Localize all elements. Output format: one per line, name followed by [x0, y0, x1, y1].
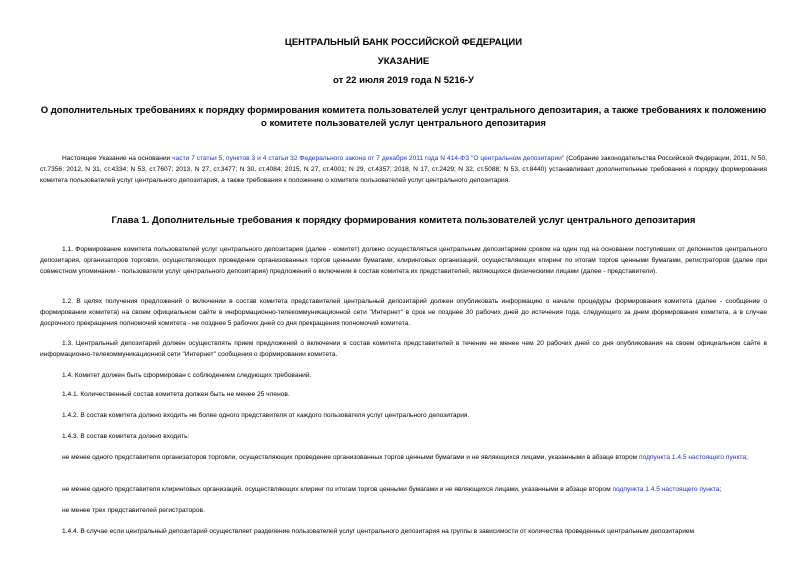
paragraph-1-3: 1.3. Центральный депозитарий должен осуществлять прием предложений о включении в состав комитета представителей в течение не менее чем 20 рабочих дней со дня опубликования на своем официальном сайте в информационно-телекоммуникационной сети "Интернет" сообщения о формировании комитета. — [40, 340, 767, 358]
paragraph-1-2: 1.2. В целях получения предложений о включении в состав комитета представителей центральный депозитарий должен опубликовать информацию о начале процедуры формирования комитета (далее - сообщение о формировании комитета) на своем официальном сайте в информационно-телекоммуникационной сети "Интернет" в срок не позднее 30 рабочих дней до истечения года, следующего за днем формирования комитета, а в случае досрочного прекращения полномочий комитета - не позднее 5 рабочих дней со дня прекращения полномочий комитета. — [40, 298, 767, 327]
document-date-number: от 22 июля 2019 года N 5216-У — [333, 75, 474, 86]
list-item-trading-organizers — [40, 452, 767, 463]
preamble-text-before: Настоящее Указание на основании — [62, 155, 173, 162]
list-item-registrars: не менее трех представителей регистраторов. — [62, 507, 205, 514]
subclause-1-4-5-link[interactable]: подпункта 1.4.5 настоящего пункта — [612, 486, 720, 493]
issuer-heading: ЦЕНТРАЛЬНЫЙ БАНК РОССИЙСКОЙ ФЕДЕРАЦИИ — [284, 37, 523, 48]
paragraph-1-4: 1.4. Комитет должен быть сформирован с соблюдением следующих требований. — [62, 372, 312, 379]
chapter-heading: Глава 1. Дополнительные требования к порядку формирования комитета пользователей услуг центрального депозитария — [111, 215, 696, 226]
paragraph-1-1: 1.1. Формирование комитета пользователей услуг центрального депозитария (далее - комитет) должно осуществляться центральным депозитарием сроком на один год на основании поступивших от депонентов центрального депозитария, организаторов торговли, осуществляющих проведение организованных торгов ценными бумагами, клиринговых организаций, осуществляющих клиринг по итогам торгов ценными бумагами, регистраторов (далее при совместном упоминании - пользователи услуг центрального депозитария) предложений о включении в состав комитета их представителей, являющихся физическими лицами (далее - представители). — [40, 246, 767, 275]
list-item-end: ; — [746, 454, 748, 461]
list-item-clearing-organizations — [40, 484, 767, 495]
preamble-law-link[interactable]: части 7 статьи 5, пунктов 3 и 4 статьи 32 Федерального закона от 7 декабря 2011 года N 414-ФЗ "О центральном депозитарии" — [172, 155, 565, 162]
document-type-heading: УКАЗАНИЕ — [377, 56, 430, 67]
paragraph-1-4-4: 1.4.4. В случае если центральный депозитарий осуществляет разделение пользователей услуг центрального депозитария на группы в зависимости от количества проведенных центральным депозитарием — [62, 528, 695, 535]
document-title: О дополнительных требованиях к порядку формирования комитета пользователей услуг центрального депозитария, а также требованиях к положению о комитете пользователей услуг центрального депозитария — [40, 105, 767, 129]
subclause-1-4-5-link[interactable]: подпункта 1.4.5 настоящего пункта — [639, 454, 747, 461]
preamble-paragraph — [40, 153, 767, 186]
list-item-text: не менее одного представителя организаторов торговли, осуществляющих проведение организованных торгов ценными бумагами и не являющихся лицами, указанными в абзаце втором — [62, 454, 640, 461]
paragraph-1-4-3: 1.4.3. В состав комитета должно входить: — [62, 433, 190, 440]
paragraph-1-4-2: 1.4.2. В состав комитета должно входить не более одного представителя от каждого пользователя услуг центрального депозитария. — [62, 412, 470, 419]
list-item-end: ; — [719, 486, 722, 493]
preamble-text-after: (Собрание законодательства Российской Федерации, 2011, N 50, ст.7356; 2012, N 31, ст.4334; N 53, ст.7607; 2013, N 27, ст.3477; N 30, ст.4084; 2015, N 27, ст.4001; N 29, ст.4357; 2018, N 17, ст.2429; N 32, ст.5088; N 53, ст.8440) устанавливает дополнительные требования к порядку формирования комитета пользователей услуг центрального депозитария, а также требования к положению о комитете пользователей услуг центрального депозитария. — [40, 155, 767, 184]
paragraph-1-4-1: 1.4.1. Количественный состав комитета должен быть не менее 25 членов. — [62, 391, 290, 398]
list-item-text: не менее одного представителя клиринговых организаций, осуществляющих клиринг по итогам торгов ценными бумагами и не являющихся лицами, указанными в абзаце втором — [62, 486, 613, 493]
